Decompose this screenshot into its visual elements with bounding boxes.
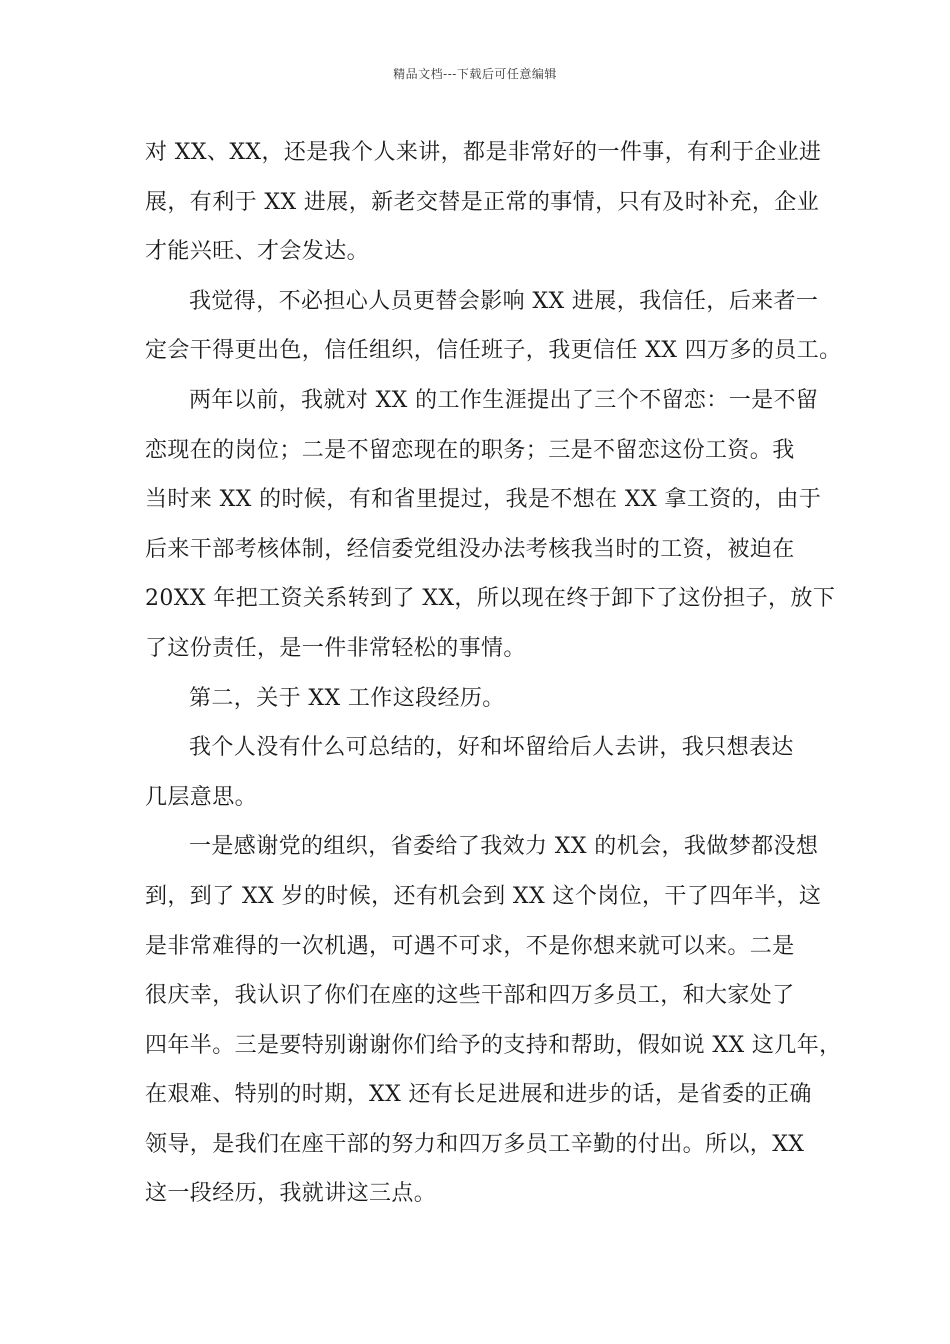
text-line: 第二，关于 XX 工作这段经历。 [189, 685, 505, 711]
text-line: 两年以前，我就对 XX 的工作生涯提出了三个不留恋：一是不留 [189, 387, 819, 413]
page-header: 精品文档---下载后可任意编辑 [393, 67, 557, 81]
text-line: 才能兴旺、才会发达。 [145, 239, 370, 265]
text-line: 四年半。三是要特别谢谢你们给予的支持和帮助，假如说 XX 这几年， [145, 1032, 842, 1058]
text-line: 当时来 XX 的时候，有和省里提过，我是不想在 XX 拿工资的，由于 [145, 487, 822, 513]
text-line: 到，到了 XX 岁的时候，还有机会到 XX 这个岗位，干了四年半，这 [145, 883, 822, 909]
text-line: 在艰难、特别的时期，XX 还有长足进展和进步的话，是省委的正确 [145, 1082, 812, 1108]
text-line: 我觉得，不必担心人员更替会影响 XX 进展，我信任，后来者一 [189, 288, 819, 314]
text-line: 几层意思。 [145, 784, 258, 810]
text-line: 对 XX、XX，还是我个人来讲，都是非常好的一件事，有利于企业进 [145, 140, 822, 165]
body-text [145, 128, 842, 1219]
text-line: 我个人没有什么可总结的，好和坏留给后人去讲，我只想表达 [189, 735, 794, 761]
text-line: 一是感谢党的组织，省委给了我效力 XX 的机会，我做梦都没想 [189, 834, 819, 860]
text-line: 定会干得更出色，信任组织，信任班子，我更信任 XX 四万多的员工。 [145, 338, 842, 364]
text-line: 了这份责任，是一件非常轻松的事情。 [145, 635, 526, 661]
text-line: 领导，是我们在座干部的努力和四万多员工辛勤的付出。所以，XX [145, 1131, 805, 1157]
text-line: 是非常难得的一次机遇，可遇不可求，不是你想来就可以来。二是 [145, 933, 795, 959]
text-line: 展，有利于 XX 进展，新老交替是正常的事情，只有及时补充，企业 [145, 189, 820, 215]
text-line: 恋现在的岗位；二是不留恋现在的职务；三是不留恋这份工资。我 [145, 437, 795, 463]
text-line: 20XX 年把工资关系转到了 XX，所以现在终于卸下了这份担子，放下 [145, 586, 836, 612]
text-line: 很庆幸，我认识了你们在座的这些干部和四万多员工，和大家处了 [145, 983, 795, 1009]
text-line: 后来干部考核体制，经信委党组没办法考核我当时的工资，被迫在 [145, 536, 795, 562]
text-line: 这一段经历，我就讲这三点。 [145, 1181, 437, 1207]
